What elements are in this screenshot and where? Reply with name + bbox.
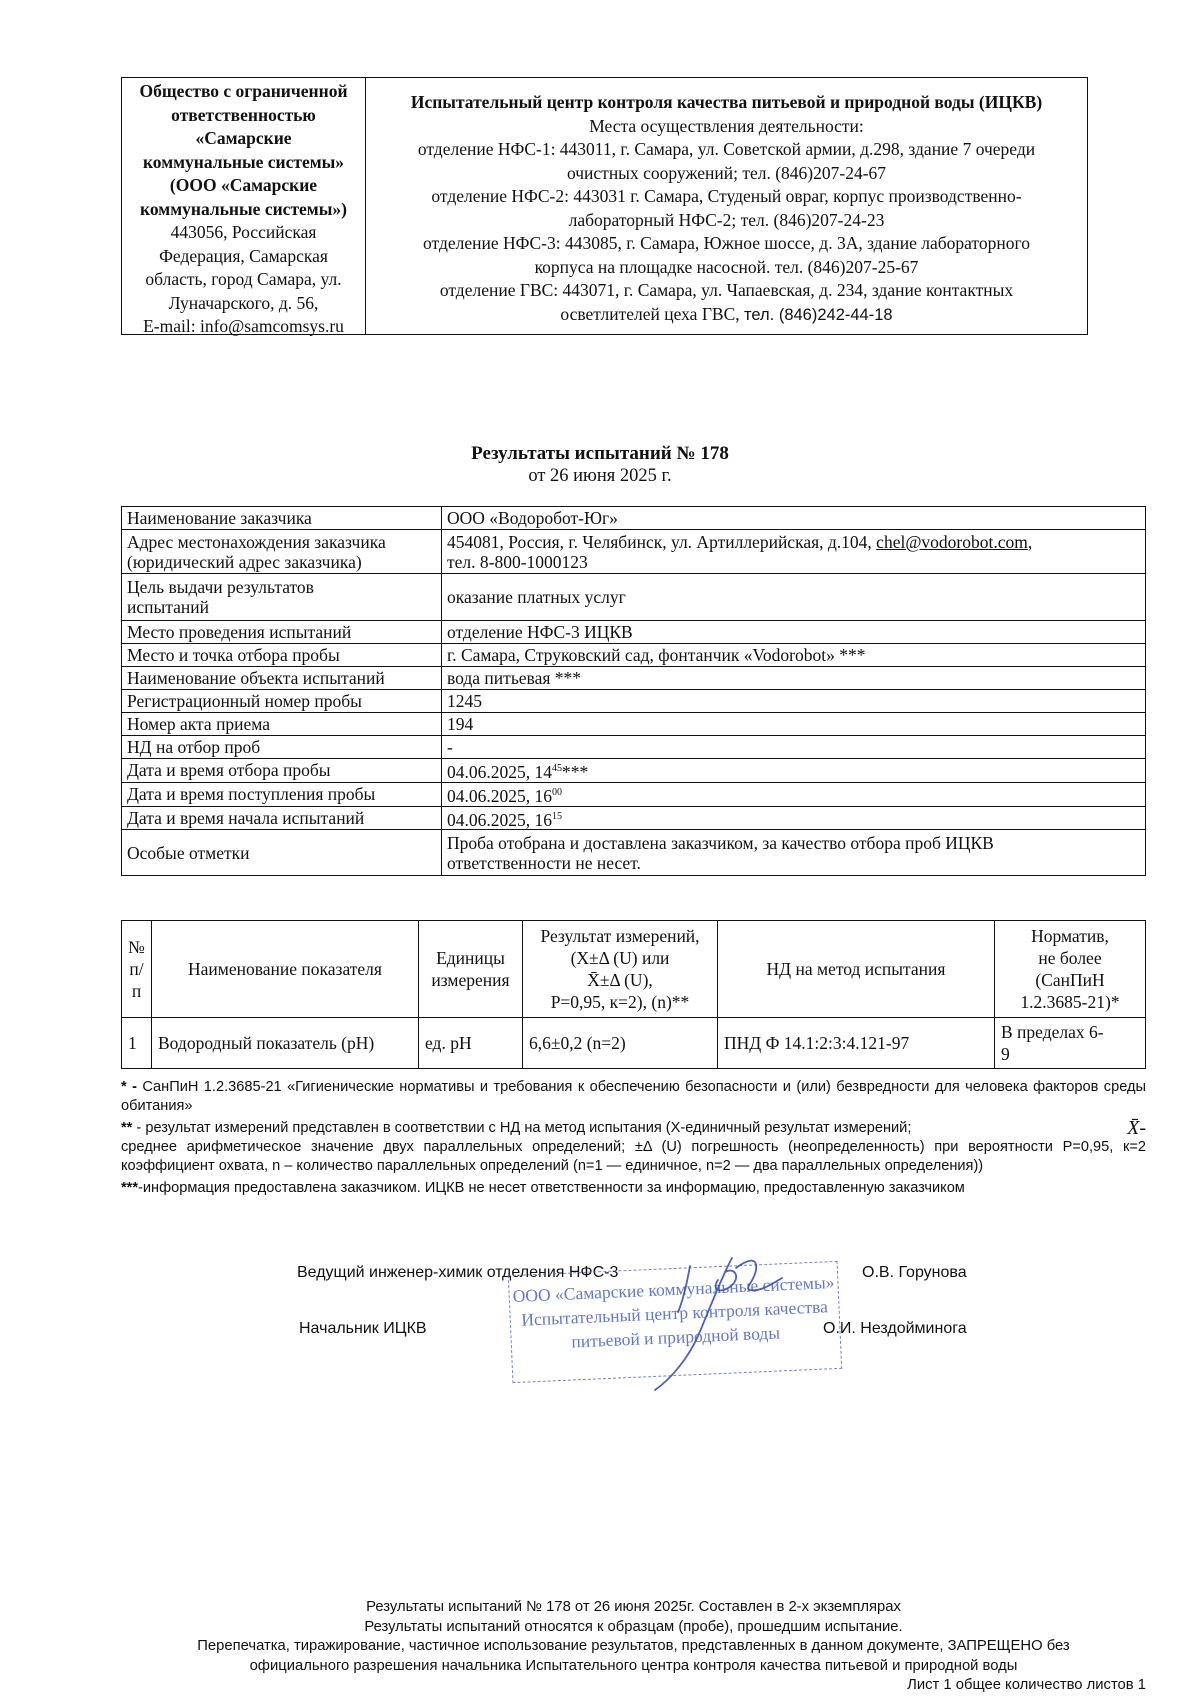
field-value: ООО «Водоробот-Юг» [442, 507, 1146, 530]
branch-line: отделение ГВС: 443071, г. Самара, ул. Чапаевская, д. 234, здание контактных [439, 280, 1014, 300]
header-line: п/п [129, 959, 144, 1001]
footnote-text: - результат измерений представлен в соответствии с НД на метод испытания (X-единичный результат измерений; [132, 1120, 912, 1136]
field-value [442, 806, 1146, 830]
table-row [122, 574, 1146, 621]
field-label: Дата и время отбора пробы [122, 759, 442, 783]
footnote [121, 1078, 1146, 1116]
field-label: Место и точка отбора пробы [122, 644, 442, 667]
sheet-count: Лист 1 общее количество листов 1 [907, 1677, 1146, 1693]
footnote [121, 1179, 1146, 1198]
table-row [122, 690, 1146, 713]
footnote-mark: *** [121, 1180, 139, 1196]
column-header-result [523, 921, 718, 1018]
head-name: О.И. Нездойминога [823, 1320, 967, 1337]
field-label: Дата и время поступления пробы [122, 782, 442, 806]
value-line: ответственности не несет. [447, 852, 641, 873]
table-row [122, 713, 1146, 736]
table-row [122, 507, 1146, 530]
table-row [122, 806, 1146, 830]
datetime-text: 04.06.2025, 16 [447, 785, 552, 806]
cell-method: ПНД Ф 14.1:2:3:4.121-97 [718, 1018, 995, 1069]
field-label [122, 574, 442, 621]
footnote-text: СанПиН 1.2.3685-21 «Гигиенические нормативы и требования к обеспечению безопасности и (или) безвредности для человека факторов среды обитания» [121, 1079, 1146, 1114]
column-header-name: Наименование показателя [152, 921, 419, 1018]
page-footer [121, 1598, 1146, 1696]
field-value: 194 [442, 713, 1146, 736]
header-line: Результат измерений, [540, 926, 700, 946]
branch-line: отделение НФС-3: 443085, г. Самара, Южное шоссе, д. 3А, здание лабораторного [423, 233, 1030, 253]
branch-line: лабораторный НФС-2; тел. (846)207-24-23 [568, 209, 885, 230]
field-value [442, 830, 1146, 876]
cell-num: 1 [122, 1018, 152, 1069]
label-line: Цель выдачи результатов [127, 577, 314, 597]
table-row [122, 667, 1146, 690]
org-line: (ООО «Самарские [169, 175, 318, 195]
branch-line [380, 303, 1073, 328]
engineer-title: Ведущий инженер-химик отделения НФС-3 [297, 1264, 619, 1281]
field-label: Регистрационный номер пробы [122, 690, 442, 713]
field-label: Номер акта приема [122, 713, 442, 736]
header-line: не более [1038, 948, 1102, 968]
field-value [442, 530, 1146, 574]
field-label: НД на отбор проб [122, 736, 442, 759]
time-minutes: 45 [552, 763, 562, 774]
cell-units: ед. рН [419, 1018, 523, 1069]
table-row [122, 736, 1146, 759]
head-title: Начальник ИЦКВ [299, 1320, 427, 1337]
header-line: 1.2.3685-21)* [1020, 992, 1120, 1012]
value-line: тел. 8-800-1000123 [447, 551, 588, 572]
cell-norm [995, 1018, 1146, 1069]
value-line [447, 532, 1140, 552]
field-value: 1245 [442, 690, 1146, 713]
footer-line: Результаты испытаний относятся к образцам (пробе), прошедшим испытание. [364, 1618, 903, 1635]
org-address-line: 443056, Российская [170, 222, 317, 242]
footer-line: официального разрешения начальника Испытательного центра контроля качества питьевой и природной воды [249, 1657, 1018, 1674]
footnote [121, 1119, 1146, 1176]
table-row [122, 644, 1146, 667]
org-line: «Самарские [195, 128, 292, 148]
field-value [442, 782, 1146, 806]
org-line: Общество с ограниченной [139, 81, 348, 101]
testing-center-block [366, 78, 1087, 334]
field-value: отделение НФС-3 ИЦКВ [442, 621, 1146, 644]
org-line: коммунальные системы» [142, 151, 345, 172]
header-line: X̄±Δ (U), [587, 970, 653, 990]
testing-center-name: Испытательный центр контроля качества питьевой и природной воды (ИЦКВ) [410, 92, 1043, 112]
column-header-units [419, 921, 523, 1018]
org-email: E-mail: info@samcomsys.ru [143, 316, 344, 336]
stamp-line: питьевой и природной воды [570, 1322, 781, 1352]
field-value: г. Самара, Струковский сад, фонтанчик «Vodorobot» *** [442, 644, 1146, 667]
document-title: Результаты испытаний № 178 [471, 443, 729, 464]
footnote-mark: * - [121, 1079, 137, 1095]
field-label: Дата и время начала испытаний [122, 806, 442, 830]
header-line: Норматив, [1031, 926, 1109, 946]
datetime-text: 04.06.2025, 16 [447, 809, 552, 830]
cell-name: Водородный показатель (pH) [152, 1018, 419, 1069]
footer-line: Перепечатка, тиражирование, частичное использование результатов, представленных в данном документе, ЗАПРЕЩЕНО без [197, 1638, 1070, 1654]
field-label [122, 530, 442, 574]
cell-result: 6,6±0,2 (n=2) [523, 1018, 718, 1069]
engineer-name: О.В. Горунова [862, 1264, 967, 1281]
header-line: (X±Δ (U) или [570, 948, 670, 968]
time-minutes: 15 [552, 810, 562, 822]
branch-line: отделение НФС-2: 443031 г. Самара, Студеный овраг, корпус производственно- [431, 186, 1022, 206]
org-line: ответственностью [171, 104, 316, 125]
time-minutes: 00 [552, 786, 562, 798]
label-line: Адрес местонахождения заказчика [127, 531, 386, 552]
org-line: коммунальные системы») [140, 198, 347, 219]
customer-email-link[interactable]: chel@vodorobot.com [876, 531, 1028, 552]
mean-symbol: X̄- [1127, 1117, 1146, 1139]
table-row [122, 782, 1146, 806]
field-value: вода питьевая *** [442, 667, 1146, 690]
header-line: P=0,95, к=2), (n)** [550, 992, 690, 1012]
document-title-block [0, 442, 1200, 488]
organization-block [122, 78, 366, 334]
header-line: (СанПиН [1035, 970, 1105, 990]
address-comma: , [1027, 531, 1033, 552]
column-header-method: НД на метод испытания [718, 921, 995, 1018]
stamp-line: Испытательный центр контроля качества [520, 1296, 829, 1330]
field-label: Наименование заказчика [122, 507, 442, 530]
table-row [122, 759, 1146, 783]
branch-line: очистных сооружений; тел. (846)207-24-67 [566, 162, 887, 183]
org-address-line: Луначарского, д. 56, [168, 292, 319, 313]
table-row [122, 621, 1146, 644]
places-title: Места осуществления деятельности: [589, 115, 864, 136]
footer-line: Результаты испытаний № 178 от 26 июня 2025г. Составлен в 2-х экземплярах [366, 1599, 901, 1615]
letterhead [121, 77, 1088, 335]
document-date: от 26 июня 2025 г. [528, 466, 672, 486]
column-header-norm [995, 921, 1146, 1018]
header-line: Единицы [436, 948, 505, 968]
stamp-line: ООО «Самарские коммунальные системы» [512, 1272, 835, 1307]
norm-line: 9 [1001, 1044, 1010, 1064]
table-row [122, 830, 1146, 876]
field-label: Место проведения испытаний [122, 621, 442, 644]
table-row [122, 530, 1146, 574]
table-row [122, 1018, 1146, 1069]
header-line: измерения [431, 970, 510, 990]
branch-text: осветлителей цеха ГВС, [560, 303, 740, 324]
column-header-num [122, 921, 152, 1018]
label-line: (юридический адрес заказчика) [127, 551, 362, 572]
field-value [442, 759, 1146, 783]
branch-line: отделение НФС-1: 443011, г. Самара, ул. Советской армии, д.298, здание 7 очереди [417, 139, 1036, 159]
footnote-mark: ** [121, 1120, 133, 1136]
field-label: Особые отметки [122, 830, 442, 876]
org-address-line: область, город Самара, ул. [145, 269, 342, 289]
norm-line: В пределах 6- [1001, 1022, 1104, 1042]
address-text: 454081, Россия, г. Челябинск, ул. Артиллерийская, д.104, [447, 531, 872, 552]
footnotes [121, 1078, 1146, 1201]
label-line: испытаний [127, 597, 209, 617]
branch-phone: тел. (846)242-44-18 [744, 305, 893, 324]
footnote-text: среднее арифметическое значение двух параллельных определений; ±Δ (U) погрешность (неопределенность) при вероятности P=0,95, к=2 коэффициент охвата, n – количество параллельных определений (n=1 — единичное, n=2 — два параллельных определения)) [121, 1139, 1146, 1174]
sample-info-table [121, 506, 1146, 876]
customer-info-mark: *** [562, 761, 589, 782]
field-label: Наименование объекта испытаний [122, 667, 442, 690]
datetime-text: 04.06.2025, 14 [447, 761, 552, 782]
handwritten-signature [560, 1228, 860, 1398]
value-line: Проба отобрана и доставлена заказчиком, за качество отбора проб ИЦКВ [447, 832, 994, 853]
footnote-text: -информация предоставлена заказчиком. ИЦКВ не несет ответственности за информацию, предоставленную заказчиком [138, 1180, 965, 1196]
branch-line: корпуса на площадке насосной. тел. (846)207-25-67 [534, 256, 919, 277]
table-header-row [122, 921, 1146, 1018]
results-table [121, 920, 1146, 1069]
field-value: оказание платных услуг [442, 574, 1146, 621]
org-address-line: Федерация, Самарская [159, 245, 328, 266]
field-value: - [442, 736, 1146, 759]
header-line: № [128, 937, 145, 957]
